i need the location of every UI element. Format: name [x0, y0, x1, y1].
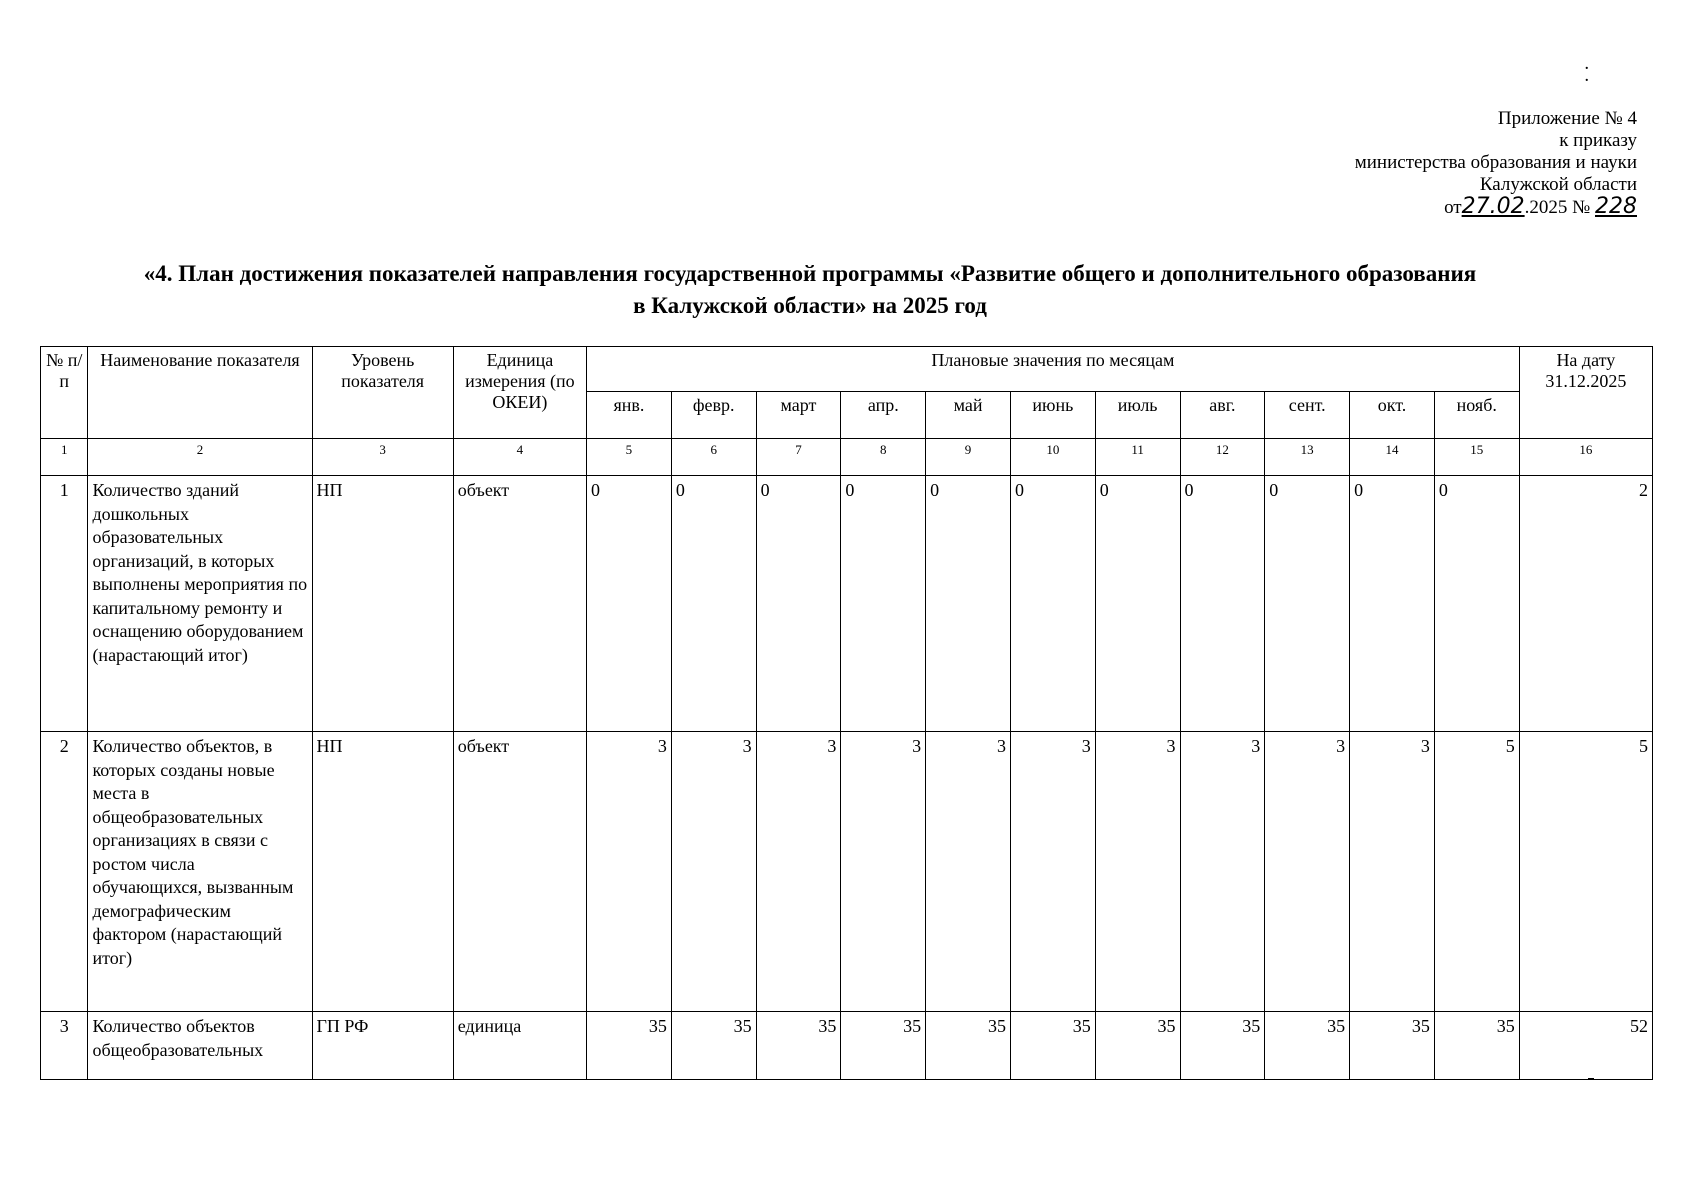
column-number: 9 — [926, 439, 1011, 476]
month-value: 35 — [1265, 1012, 1350, 1080]
month-value: 3 — [671, 732, 756, 1012]
column-number: 15 — [1434, 439, 1519, 476]
indicator-name: Количество объектов, в которых созданы новые места в общеобразовательных организациях в связи с ростом числа обучающихся, вызванным демографическим фактором (нарастающий итог) — [88, 732, 312, 1012]
month-value: 3 — [756, 732, 841, 1012]
header-num: № п/п — [41, 347, 88, 439]
column-number: 10 — [1010, 439, 1095, 476]
header-level: Уровень показателя — [312, 347, 453, 439]
month-value: 3 — [1095, 732, 1180, 1012]
month-value: 3 — [1350, 732, 1435, 1012]
month-value: 0 — [1095, 476, 1180, 732]
column-number: 14 — [1350, 439, 1435, 476]
column-number: 8 — [841, 439, 926, 476]
table-row — [41, 476, 1653, 732]
indicator-level: НП — [312, 476, 453, 732]
month-value: 35 — [1095, 1012, 1180, 1080]
indicator-level: ГП РФ — [312, 1012, 453, 1080]
header-name: Наименование показателя — [88, 347, 312, 439]
title-line-1: «4. План достижения показателей направления государственной программы «Развитие общего и дополнительного образования — [143, 261, 1477, 286]
month-value: 0 — [1265, 476, 1350, 732]
month-header: май — [926, 392, 1011, 439]
month-value: 3 — [587, 732, 672, 1012]
handwritten-date: 27.02 — [1461, 194, 1525, 219]
appendix-block — [1355, 108, 1637, 219]
header-monthly: Плановые значения по месяцам — [587, 347, 1520, 392]
column-number: 4 — [453, 439, 586, 476]
header-unit: Единица измерения (по ОКЕИ) — [453, 347, 586, 439]
appendix-line-1: Приложение № 4 — [1497, 108, 1637, 129]
plan-table — [40, 346, 1653, 1080]
column-number: 6 — [671, 439, 756, 476]
month-value: 0 — [671, 476, 756, 732]
column-number-row — [41, 439, 1653, 476]
month-value: 3 — [1180, 732, 1265, 1012]
appendix-line-4: Калужской области — [1479, 174, 1637, 195]
month-value: 35 — [1010, 1012, 1095, 1080]
month-value: 0 — [1010, 476, 1095, 732]
month-value: 35 — [1434, 1012, 1519, 1080]
month-header: окт. — [1350, 392, 1435, 439]
month-value: 3 — [1265, 732, 1350, 1012]
month-value: 3 — [841, 732, 926, 1012]
indicator-unit: единица — [453, 1012, 586, 1080]
month-header: март — [756, 392, 841, 439]
column-number: 1 — [41, 439, 88, 476]
column-number: 16 — [1519, 439, 1652, 476]
column-number: 11 — [1095, 439, 1180, 476]
month-value: 35 — [756, 1012, 841, 1080]
column-number: 7 — [756, 439, 841, 476]
month-header: февр. — [671, 392, 756, 439]
month-value: 0 — [1180, 476, 1265, 732]
month-value: 35 — [587, 1012, 672, 1080]
column-number: 5 — [587, 439, 672, 476]
indicator-name: Количество зданий дошкольных образовательных организаций, в которых выполнены мероприятия по капитальному ремонту и оснащению оборудованием (нарастающий итог) — [88, 476, 312, 732]
month-value: 35 — [841, 1012, 926, 1080]
month-value: 0 — [587, 476, 672, 732]
page-mark — [1588, 1078, 1594, 1080]
table-row — [41, 732, 1653, 1012]
handwritten-order-number: 228 — [1595, 194, 1637, 219]
final-value: 52 — [1519, 1012, 1652, 1080]
final-value: 2 — [1519, 476, 1652, 732]
month-header: июль — [1095, 392, 1180, 439]
month-value: 35 — [671, 1012, 756, 1080]
month-header: сент. — [1265, 392, 1350, 439]
indicator-unit: объект — [453, 732, 586, 1012]
month-value: 0 — [1434, 476, 1519, 732]
column-number: 3 — [312, 439, 453, 476]
row-num: 3 — [41, 1012, 88, 1080]
month-value: 0 — [841, 476, 926, 732]
indicator-level: НП — [312, 732, 453, 1012]
date-year: .2025 № — [1524, 197, 1591, 218]
month-header: нояб. — [1434, 392, 1519, 439]
month-value: 5 — [1434, 732, 1519, 1012]
column-number: 2 — [88, 439, 312, 476]
indicator-unit: объект — [453, 476, 586, 732]
appendix-date-line — [1355, 196, 1637, 219]
column-number: 12 — [1180, 439, 1265, 476]
final-value: 5 — [1519, 732, 1652, 1012]
column-number: 13 — [1265, 439, 1350, 476]
month-value: 35 — [926, 1012, 1011, 1080]
appendix-line-3: министерства образования и науки — [1354, 152, 1637, 173]
month-value: 0 — [756, 476, 841, 732]
month-value: 35 — [1180, 1012, 1265, 1080]
header-row — [41, 347, 1653, 392]
header-final: На дату 31.12.2025 — [1519, 347, 1652, 439]
month-value: 3 — [1010, 732, 1095, 1012]
appendix-line-2: к приказу — [1559, 130, 1637, 151]
row-num: 2 — [41, 732, 88, 1012]
indicator-name: Количество объектов общеобразовательных — [88, 1012, 312, 1080]
title-line-2: в Калужской области» на 2025 год — [633, 293, 987, 318]
document-title — [30, 258, 1590, 322]
month-header: июнь — [1010, 392, 1095, 439]
row-num: 1 — [41, 476, 88, 732]
month-value: 0 — [1350, 476, 1435, 732]
month-header: авг. — [1180, 392, 1265, 439]
month-header: янв. — [587, 392, 672, 439]
margin-marks: . . — [1585, 58, 1589, 85]
month-header: апр. — [841, 392, 926, 439]
month-value: 0 — [926, 476, 1011, 732]
month-value: 3 — [926, 732, 1011, 1012]
date-prefix: от — [1444, 197, 1462, 218]
month-value: 35 — [1350, 1012, 1435, 1080]
table-row — [41, 1012, 1653, 1080]
